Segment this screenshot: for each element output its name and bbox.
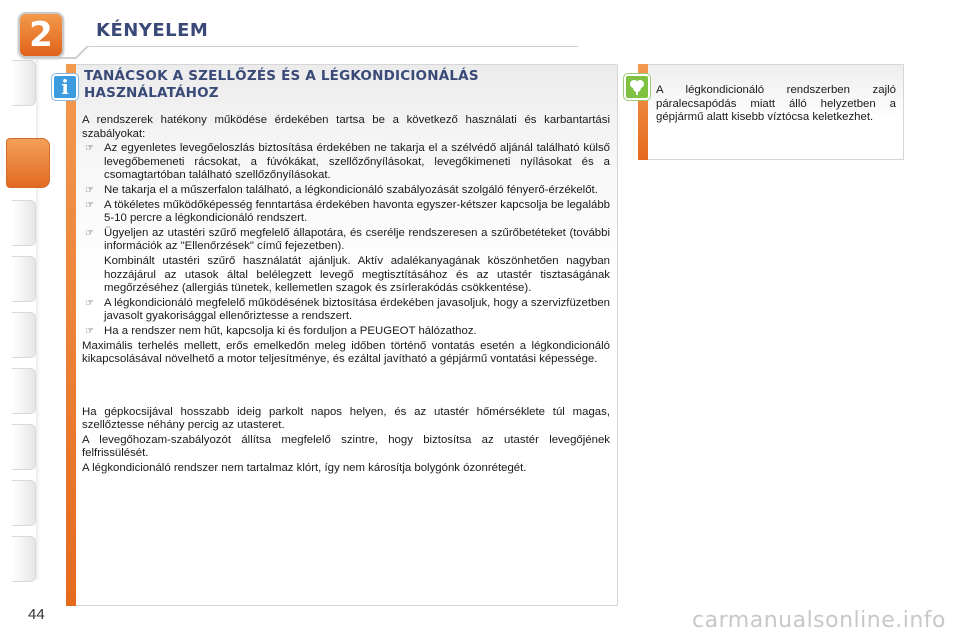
page-number: 44 xyxy=(28,606,45,623)
list-item xyxy=(82,199,610,226)
airflow-note: A levegőhozam-szabályozót állítsa megfelelő szintre, hogy biztosítsa az utastér levegőjének felfrissülését. xyxy=(82,433,610,460)
list-item xyxy=(82,325,610,339)
intro-text: A rendszerek hatékony működése érdekében tartsa be a következő használati és karbantartási szabályokat: xyxy=(82,114,610,140)
list-item-text: A légkondicionáló megfelelő működésének biztosítása érdekében javasoljuk, hogy a szervizfüzetben javasolt gyakorisággal ellenőriztesse a rendszert. xyxy=(104,296,610,323)
hand-pointer-icon: ☞ xyxy=(85,143,94,155)
list-item-text: Ne takarja el a műszerfalon található, a légkondicionáló szabályozását szolgáló fényerő-érzékelőt. xyxy=(104,183,598,196)
max-load-note: Maximális terhelés mellett, erős emelkedőn meleg időben történő vontatás esetén a légkondicionáló kikapcsolásával növelhető a motor teljesítménye, és ezáltal javítható a gépjármű vontatási képessége. xyxy=(82,339,610,366)
eco-note-text: A légkondicionáló rendszerben zajló páralecsapódás miatt álló helyzetben a gépjármű alatt kisebb víztócsa keletkezhet. xyxy=(656,84,896,124)
list-item-text: Ügyeljen az utastéri szűrő megfelelő állapotára, és cserélje rendszeresen a szűrőbetéteket (további információk az "Ellenőrzések" című fejezetben). xyxy=(104,226,610,253)
chapter-number-badge: 2 xyxy=(18,12,64,58)
advice-title: TANÁCSOK A SZELLŐZÉS ÉS A LÉGKONDICIONÁLÁS HASZNÁLATÁHOZ xyxy=(84,68,479,101)
hand-pointer-icon: ☞ xyxy=(85,325,94,337)
combined-filter-note: Kombinált utastéri szűrő használatát ajánljuk. Aktív adalékanyagának köszönhetően nagyban hozzájárul az utasok által belélegzett levegő megtisztításához és az utastér tisztaságának megőrzéséhez (allergiás tünetek, kellemetlen szagok és zsírlerakódás csökkentése). xyxy=(104,254,610,295)
spacer xyxy=(82,368,610,406)
chapter-title: KÉNYELEM xyxy=(96,20,209,41)
parking-note: Ha gépkocsijával hosszabb ideig parkolt napos helyen, és az utastér hőmérséklete túl magas, szellőztesse néhány percig az utasteret. xyxy=(82,405,610,432)
chapter-tab-7[interactable] xyxy=(12,424,36,470)
hand-pointer-icon: ☞ xyxy=(85,297,94,309)
info-icon: i xyxy=(52,74,78,100)
list-item-text: Az egyenletes levegőeloszlás biztosítása érdekében ne takarja el a szélvédő aljánál található külső levegőbemeneti rácsokat, a fúvókákat, szellőzőnyílásokat, levegőkimeneti nyílásokat és a csomagtartóban található szellőzőnyílásokat. xyxy=(104,142,610,182)
list-item-text: Ha a rendszer nem hűt, kapcsolja ki és forduljon a PEUGEOT hálózathoz. xyxy=(104,324,477,337)
chapter-tab-2-active[interactable] xyxy=(6,138,50,188)
ozone-note: A légkondicionáló rendszer nem tartalmaz klórt, így nem károsítja bolygónk ózonrétegét. xyxy=(82,462,527,475)
watermark: carmanualsonline.info xyxy=(692,608,946,633)
advice-panel-accent xyxy=(66,64,76,606)
chapter-tab-3[interactable] xyxy=(12,200,36,246)
list-item xyxy=(82,142,610,183)
hand-pointer-icon: ☞ xyxy=(85,227,94,239)
chapter-tab-9[interactable] xyxy=(12,536,36,582)
chapter-tab-5[interactable] xyxy=(12,312,36,358)
hand-pointer-icon: ☞ xyxy=(85,199,94,211)
chapter-tab-6[interactable] xyxy=(12,368,36,414)
chapter-tab-4[interactable] xyxy=(12,256,36,302)
list-item-text: A tökéletes működőképesség fenntartása érdekében havonta egyszer-kétszer kapcsolja be legalább 5-10 percre a légkondicionáló rendszert. xyxy=(104,198,610,225)
chapter-tab-8[interactable] xyxy=(12,480,36,526)
chapter-tabs xyxy=(6,60,44,580)
hand-pointer-icon: ☞ xyxy=(85,184,94,196)
list-item xyxy=(82,297,610,324)
list-item xyxy=(82,184,610,198)
list-item xyxy=(82,227,610,254)
leaf-icon xyxy=(624,74,650,100)
advice-body xyxy=(82,114,610,477)
chapter-tab-1[interactable] xyxy=(12,60,36,106)
header-divider xyxy=(58,46,578,60)
